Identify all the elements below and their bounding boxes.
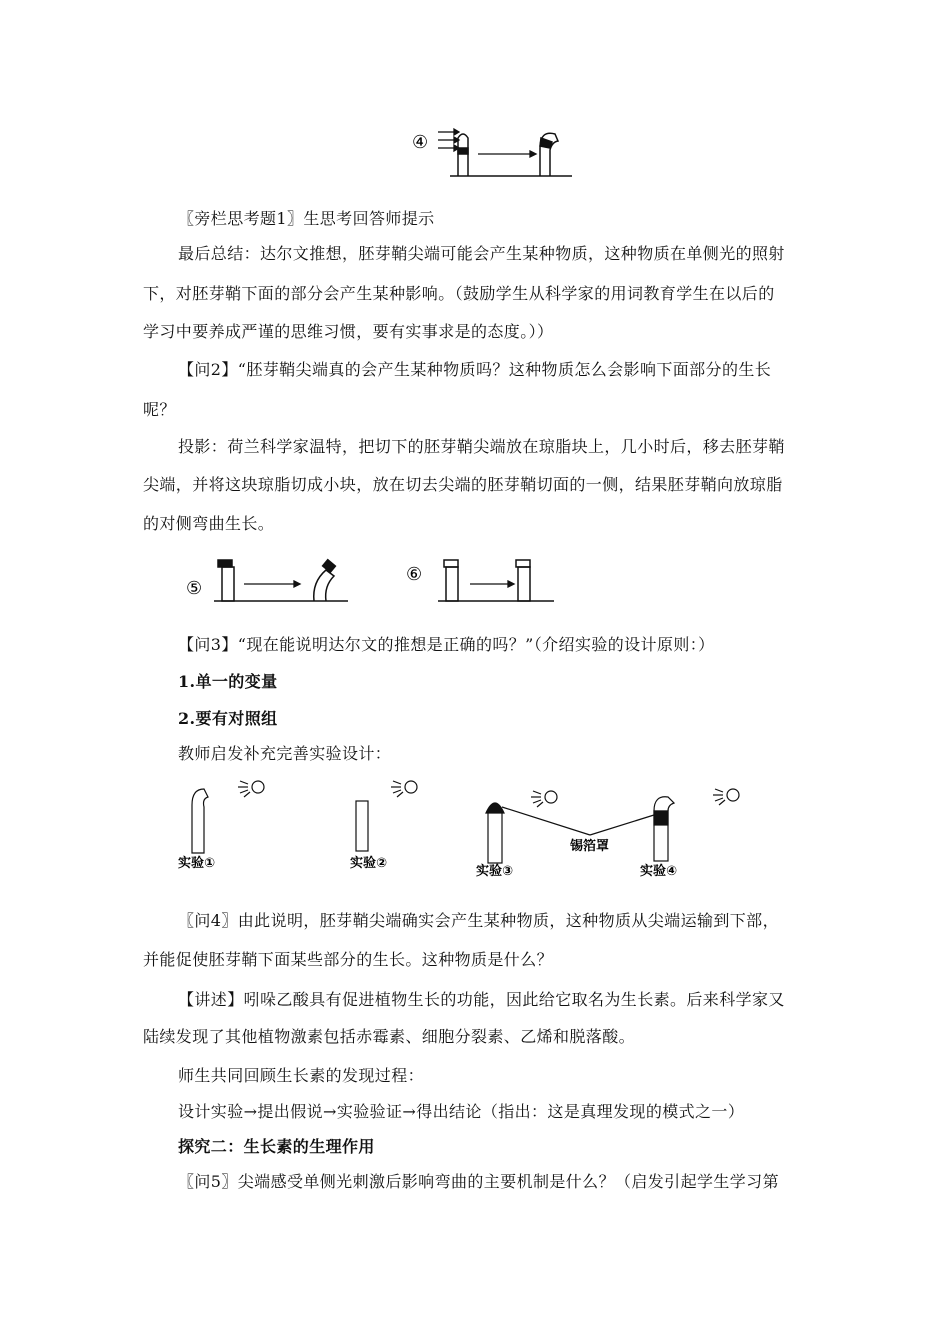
text-line-11: 1.单一的变量: [178, 672, 278, 691]
fig6-coleoptile-agar: [444, 560, 458, 601]
fig6-arrow: [470, 581, 514, 587]
sun-icon-3: [531, 791, 557, 807]
foil-cap-label: 锡箔罩: [570, 839, 610, 854]
text-line-8: 尖端，并将这块琼脂切成小块，放在切去尖端的胚芽鞘切面的一侧，结果胚芽鞘向放琼脂: [143, 475, 783, 494]
exp2-coleoptile: [356, 801, 368, 851]
sun-icon-1: [238, 781, 264, 797]
text-line-14: 〖问4〗由此说明，胚芽鞘尖端确实会产生某种物质，这种物质从尖端运输到下部，: [178, 911, 779, 930]
exp3-coleoptile: [488, 811, 502, 863]
process-arrow: [478, 151, 536, 157]
sun-icon-4: [713, 789, 739, 805]
fig5-coleoptile-bent: [314, 560, 336, 601]
text-line-17: 陆续发现了其他植物激素包括赤霉素、细胞分裂素、乙烯和脱落酸。: [143, 1027, 636, 1046]
exp4-label: 实验④: [640, 864, 678, 879]
exp4-tip: [654, 797, 674, 811]
text-line-5: 【问2】“胚芽鞘尖端真的会产生某种物质吗？这种物质怎么会影响下面部分的生长: [178, 360, 772, 379]
text-line-18: 师生共同回顾生长素的发现过程：: [178, 1066, 425, 1085]
text-line-6: 呢？: [143, 400, 176, 419]
text-line-3: 下，对胚芽鞘下面的部分会产生某种影响。（鼓励学生从科学家的用词教育学生在以后的: [143, 284, 775, 303]
text-line-10: 【问3】“现在能说明达尔文的推想是正确的吗？”（介绍实验的设计原则：）: [178, 635, 715, 654]
experiments-diagram: [178, 775, 738, 885]
text-line-21: 〖问5〗尖端感受单侧光刺激后影响弯曲的主要机制是什么？（启发引起学生学习第: [178, 1172, 779, 1191]
text-line-20: 探究二：生长素的生理作用: [178, 1137, 375, 1156]
exp1-coleoptile: [192, 789, 208, 853]
light-arrows: [438, 129, 459, 151]
exp2-label: 实验②: [350, 856, 388, 871]
text-line-7: 投影：荷兰科学家温特，把切下的胚芽鞘尖端放在琼脂块上，几小时后，移去胚芽鞘: [178, 437, 785, 456]
text-line-15: 并能促使胚芽鞘下面某些部分的生长。这种物质是什么？: [143, 950, 554, 969]
fig6-coleoptile: [516, 560, 530, 601]
text-line-19: 设计实验→提出假说→实验验证→得出结论（指出：这是真理发现的模式之一）: [178, 1102, 745, 1121]
figure-6-label: ⑥: [406, 564, 423, 585]
foil-pointer-left: [502, 807, 590, 835]
text-line-13: 教师启发补充完善实验设计：: [178, 744, 392, 763]
exp3-label: 实验③: [476, 864, 514, 879]
figure-5-label: ⑤: [186, 578, 203, 599]
coleoptile-bent: [540, 133, 558, 176]
figure-4-label: ④: [412, 132, 429, 153]
figure-4-diagram: [412, 124, 582, 182]
exp3-foil-cap: [486, 803, 504, 813]
foil-pointer-right: [590, 815, 654, 835]
text-line-4: 学习中要养成严谨的思维习惯，要有实事求是的态度。））: [143, 322, 554, 341]
text-line-12: 2.要有对照组: [178, 709, 278, 728]
text-line-1: 〖旁栏思考题1〗生思考回答师提示: [178, 209, 435, 228]
figure-5-6-diagram: [186, 556, 556, 606]
exp4-foil-band: [654, 811, 668, 825]
sun-icon-2: [391, 781, 417, 797]
text-line-2: 最后总结：达尔文推想，胚芽鞘尖端可能会产生某种物质，这种物质在单侧光的照射: [178, 244, 785, 263]
text-line-9: 的对侧弯曲生长。: [143, 514, 275, 533]
fig5-arrow: [244, 581, 300, 587]
fig5-coleoptile-agar: [218, 560, 234, 601]
exp1-label: 实验①: [178, 856, 216, 871]
text-line-16: 【讲述】吲哚乙酸具有促进植物生长的功能，因此给它取名为生长素。后来科学家又: [178, 990, 785, 1009]
